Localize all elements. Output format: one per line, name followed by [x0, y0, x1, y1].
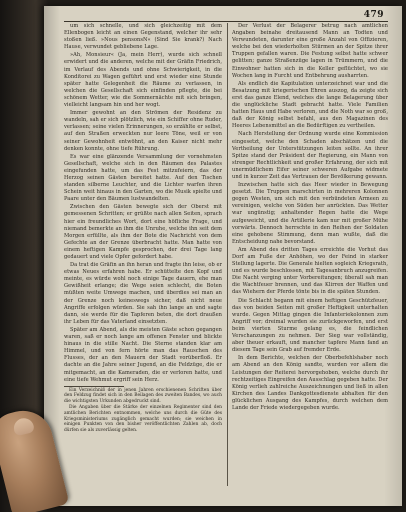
paragraph: Nach Herstellung der Ordnung wurde eine Kommission eingesetzt, welche den Schaden abschätzen und die Vertheilung der Unterstützungen leiten sollte. An ihrer Spitze stand der Präsident der Regierung, ein Mann von strenger Rechtlichkeit und großer Erfahrung, der sich mit unermüdlichem Eifer seiner schweren Aufgabe widmete und in kurzer Zeit das Vertrauen der Bevölkerung gewann.	[232, 131, 388, 180]
paragraph: Am Abend des dritten Tages erreichte die Vorhut das Dorf am Fuße der Anhöhen, wo der Feind in starker Stellung lagerte. Die Generale hielten sogleich Kriegsrath, und es wurde beschlossen, mit Tagesanbruch anzugreifen. Die Nacht verging unter Vorbereitungen; überall sah man die Wachtfeuer brennen, und das Klirren der Waffen und das Wiehern der Pferde tönte bis in die späten Stunden.	[232, 246, 388, 296]
right-column	[232, 23, 388, 492]
paragraph: Die Schlacht begann mit einem heftigen Geschützfeuer, das von beiden Seiten mit großer Heftigkeit unterhalten wurde. Gegen Mittag gingen die Infanteriekolonnen zum Angriff vor; dreimal wurden sie zurückgeworfen, und erst beim vierten Sturme gelang es, die feindlichen Verschanzungen zu nehmen. Der Sieg war vollständig, aber theuer erkauft, und mancher tapfere Mann fand an diesem Tage sein Grab auf fremder Erde.	[232, 297, 388, 354]
paragraph: Es war eine glänzende Versammlung der vornehmsten Gesellschaft, welche sich in den Räumen des Palastes eingefunden hatte, um das Fest mitzufeiern, das der Herzog seinen Gästen bereitet hatte. Auf den Tischen standen silberne Leuchter, und die Lichter warfen ihren Schein weit hinaus in den Garten, wo die Musik spielte und Paare unter den Bäumen lustwandelten.	[64, 153, 222, 203]
paragraph: »Ah, Monsieur« (Ja, mein Herr), wurde sich schnell erwidert und die anderen, welche mit der Gräfin Friedrich, im Verlauf des Abends und ohne Schwierigkeit, in die Konditorei zu Wagen geführt und erst wieder eine Stunde später hatte Gelegenheit die Räume zu verlassen, in welchen die Gesellschaft sich einfinden pflegte, die bei schönem Wetter, wie die Sommernächte mit sich bringen, vielleicht langsam hin und her wogt.	[64, 52, 222, 109]
footnote: Ein Verzeichniß der in jenen Jahren erschienenen Schriften über den Feldzug findet sich in den Beilagen des zweiten Bandes, wo auch die wichtigsten Urkunden abgedruckt sind.	[64, 387, 222, 404]
header-rule	[64, 21, 388, 22]
paragraph: In dem Berichte, welchen der Oberbefehlshaber noch am Abend an den König sandte, wurden vor allem die Leistungen der Reiterei hervorgehoben, welche durch ihr rechtzeitiges Eingreifen den Ausschlag gegeben hatte. Der König verlieh zahlreiche Auszeichnungen und ließ in allen Kirchen des Landes Dankgottesdienste abhalten für den glücklichen Ausgang des Kampfes, durch welchen dem Lande der Friede wiedergegeben wurde.	[232, 355, 388, 411]
footnote-rule	[64, 386, 124, 387]
page-number: 479	[363, 10, 384, 20]
paragraph: Inzwischen hatte sich das Heer wieder in Bewegung gesetzt. Die Truppen marschirten in mehreren Kolonnen gegen Westen, um sich mit den verbündeten Armeen zu vereinigen, welche von Süden her anrückten. Das Wetter war ungünstig; anhaltender Regen hatte die Wege aufgeweicht, und die Artillerie kam nur mit großer Mühe vorwärts. Dennoch herrschte in den Reihen der Soldaten eine gehobene Stimmung, denn man wußte, daß die Entscheidung nahe bevorstand.	[232, 182, 388, 245]
paragraph: Zwischen den Gästen bewegte sich der Oberst mit gemessenen Schritten; er grüßte nach allen Seiten, sprach hier ein freundliches Wort, dort eine höfliche Frage, und niemand bemerkte an ihm die Unruhe, welche ihn seit dem Morgen erfüllte, als ihm der Bote die Nachricht von dem Gefechte an der Grenze überbracht hatte. Man hatte von einem heftigen Kampfe gesprochen, der drei Tage lang gedauert und viele Opfer gefordert habe.	[64, 204, 222, 260]
thumbnail	[12, 416, 35, 436]
column-divider	[227, 23, 228, 486]
left-column	[64, 23, 222, 492]
paragraph: Der Verlust der Belagerer betrug nach amtlichen Angaben beinahe dreitausend Mann an Todten und Verwundeten, darunter eine große Anzahl von Offizieren, welche bei den wiederholten Stürmen an der Spitze ihrer Truppen gefallen waren. Die Festung selbst hatte schwer gelitten; ganze Straßenzüge lagen in Trümmern, und die Einwohner hatten sich in die Keller geflüchtet, wo sie Wochen lang in Furcht und Entbehrung ausharrten.	[232, 23, 388, 79]
paragraph: Immer gewohnt an den Strömen der Residenz zu wandeln, sah er sich plötzlich, wie ein Schiffer ohne Ruder, verlassen; seine vielen Erinnerungen, so erzählte er selbst, auf den Straßen erweckten nur leere Töne, weil er von seiner Gewohnheit entwöhnt, an den Kaiser nicht mehr denken konnte, ohne tiefe Rührung.	[64, 110, 222, 152]
paragraph: um sich schnelle, und sich gleichzeitig mit dem Ellenbogen leicht an einen Gegenstand, welcher ihr sehr stoßen ließ. »Nous pensonsN« (Sind Sie krank?) Nach Hause, verwundet gebliebene Lage.	[64, 23, 222, 51]
book-page	[44, 6, 402, 506]
paragraph: Da trat die Gräfin an ihn heran und fragte ihn leise, ob er etwas Neues erfahren habe. Er schüttelte den Kopf und meinte, es würde wohl noch einige Tage dauern, ehe man Gewißheit erlange; die Wege seien schlecht, die Boten müßten weite Umwege machen, und überdies sei man an der Grenze noch keineswegs sicher, daß nicht neue Angriffe erfolgen würden. Sie sah ihn lange an und sagte dann, sie werde für die Tapferen beten, die dort draußen ihr Leben für das Vaterland einsetzten.	[64, 262, 222, 325]
footnote: Die Angaben über die Stärke der einzelnen Regimenter sind den amtlichen Berichten entnommen, welche uns durch die Güte des Kriegsministeriums zugänglich gemacht wurden; sie weichen in einigen Punkten von den bisher veröffentlichten Zahlen ab, doch dürfen sie als zuverlässig gelten.	[64, 405, 222, 433]
paragraph: Später am Abend, als die meisten Gäste schon gegangen waren, saß er noch lange am offenen Fenster und blickte hinaus in die stille Nacht. Die Sterne standen klar am Himmel, und von fern hörte man das Rauschen des Flusses, der an den Mauern der Stadt vorüberfloß. Er dachte an die Jahre seiner Jugend, an die Feldzüge, die er mitgemacht, an die Kameraden, die er verloren hatte, und eine tiefe Wehmut ergriff sein Herz.	[64, 326, 222, 383]
paragraph: Als endlich die Kapitulation unterzeichnet war und die Besatzung mit kriegerischen Ehren auszog, da zeigte sich erst das ganze Elend, welches die lange Belagerung über die unglückliche Stadt gebracht hatte. Viele Familien hatten Haus und Habe verloren, und die Noth war so groß, daß der König selbst befahl, aus den Magazinen des Heeres Lebensmittel an die Bedürftigen zu vertheilen.	[232, 80, 388, 130]
